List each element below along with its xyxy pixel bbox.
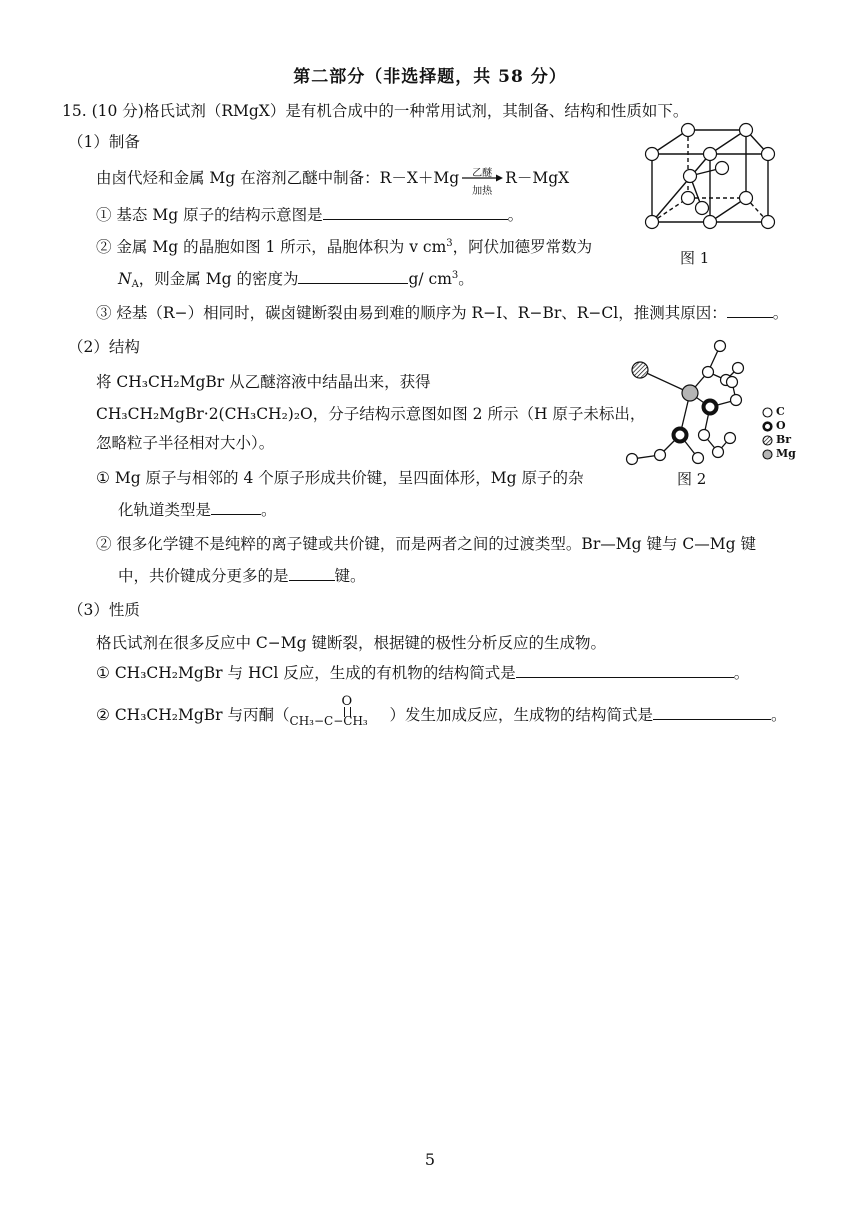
answer-blank[interactable]	[298, 268, 408, 284]
period: 。	[772, 304, 789, 322]
s1-q2b-text: ，则金属 Mg 的密度为	[138, 270, 299, 288]
s3-q2a-text: ② CH₃CH₂MgBr 与丙酮（	[96, 706, 290, 724]
prep-text: 由卤代烃和金属 Mg 在溶剂乙醚中制备：	[96, 169, 380, 187]
figure-1-caption: 图 1	[680, 249, 710, 267]
s2-question-2b	[118, 565, 366, 587]
preparation-line	[96, 167, 570, 197]
bromine-atom-icon	[762, 435, 773, 446]
legend-label: O	[776, 419, 786, 432]
s1-question-2b	[118, 268, 474, 290]
reaction-arrow	[461, 168, 503, 197]
s2-question-1a: ① Mg 原子与相邻的 4 个原子形成共价键，呈四面体形，Mg 原子的杂	[96, 469, 584, 487]
s1-q2a-end: ，阿伏加德罗常数为	[452, 238, 593, 256]
s1-question-3	[96, 302, 788, 324]
s2-paragraph-1: 将 CH₃CH₂MgBr 从乙醚溶液中结晶出来，获得	[96, 373, 431, 391]
legend-label: C	[776, 405, 785, 418]
period: 。	[733, 664, 750, 682]
s2-paragraph-2: CH₃CH₂MgBr·2(CH₃CH₂)₂O，分子结构示意图如图 2 所示（H 原子未标出，	[96, 405, 646, 423]
figure-2-caption: 图 2	[677, 470, 707, 488]
arrow-condition-bottom: 加热	[472, 186, 493, 197]
avogadro-symbol: N	[118, 270, 132, 288]
s1-q3-text: ③ 烃基（R−）相同时，碳卤键断裂由易到难的顺序为 R−I、R−Br、R−Cl，推测其原因：	[96, 304, 727, 322]
period: 。	[507, 206, 524, 224]
period: 。	[771, 706, 787, 724]
answer-blank[interactable]	[323, 204, 508, 220]
answer-blank[interactable]	[211, 499, 261, 515]
magnesium-atom-icon	[762, 449, 773, 460]
equation-right: R－MgX	[505, 169, 570, 187]
section-2-heading: （2）结构	[68, 338, 140, 356]
answer-blank[interactable]	[727, 302, 773, 318]
s3-q2b-text: ）发生加成反应，生成物的结构简式是	[389, 706, 654, 724]
acetone-oxygen: O	[341, 694, 353, 709]
oxygen-atom-icon	[762, 421, 773, 432]
acetone-chain: CH₃−C−CH₃	[289, 714, 368, 728]
legend-item-carbon	[762, 405, 796, 419]
arrow-condition-top: 乙醚	[472, 168, 493, 179]
superscript: 3	[446, 238, 453, 249]
s2-paragraph-3: 忽略粒子半径相对大小）。	[96, 434, 275, 452]
figure-1-crystal-cell	[630, 118, 790, 258]
equation-left: R－X＋Mg	[379, 169, 460, 187]
figure-2-molecule	[620, 330, 760, 475]
carbon-atom-icon	[762, 407, 773, 418]
figure-2-legend	[762, 405, 796, 461]
s3-question-1	[96, 662, 749, 684]
question-15-header: 15. (10 分)格氏试剂（RMgX）是有机合成中的一种常用试剂，其制备、结构和性质如下。	[62, 102, 689, 120]
period: 。	[261, 501, 277, 519]
legend-item-oxygen	[762, 419, 796, 433]
answer-blank[interactable]	[653, 704, 771, 720]
superscript: 3	[451, 270, 459, 281]
page-number: 5	[424, 1150, 436, 1169]
answer-blank[interactable]	[289, 565, 335, 581]
s2-q2b-text: 中，共价键成分更多的是	[118, 567, 289, 585]
s2-q1b-text: 化轨道类型是	[118, 501, 212, 519]
section-title: 第二部分（非选择题，共 58 分）	[293, 67, 567, 87]
legend-label: Mg	[776, 447, 796, 460]
s3-q1-text: ① CH₃CH₂MgBr 与 HCl 反应，生成的有机物的结构简式是	[96, 664, 516, 682]
density-unit: g/ cm	[408, 270, 452, 288]
s1-question-1	[96, 204, 523, 226]
legend-item-bromine	[762, 433, 796, 447]
s3-paragraph-1: 格氏试剂在很多反应中 C−Mg 键断裂，根据键的极性分析反应的生成物。	[96, 634, 606, 652]
s1-q1-text: ① 基态 Mg 原子的结构示意图是	[96, 206, 323, 224]
section-3-heading: （3）性质	[68, 601, 140, 619]
legend-item-magnesium	[762, 447, 796, 461]
s1-q2a-text: ② 金属 Mg 的晶胞如图 1 所示，晶胞体积为 v cm	[96, 238, 447, 256]
acetone-structure	[289, 694, 390, 728]
legend-label: Br	[776, 433, 792, 446]
s1-question-2a	[96, 236, 592, 258]
answer-blank[interactable]	[516, 662, 734, 678]
section-1-heading: （1）制备	[68, 133, 140, 151]
s2-q2b-end: 键。	[334, 567, 366, 585]
s3-question-2	[96, 694, 787, 728]
subscript: A	[131, 279, 139, 290]
s2-question-1b	[118, 499, 277, 521]
period: 。	[458, 270, 474, 288]
s2-question-2a: ② 很多化学键不是纯粹的离子键或共价键，而是两者之间的过渡类型。Br—Mg 键与 C—Mg 键	[96, 535, 756, 553]
